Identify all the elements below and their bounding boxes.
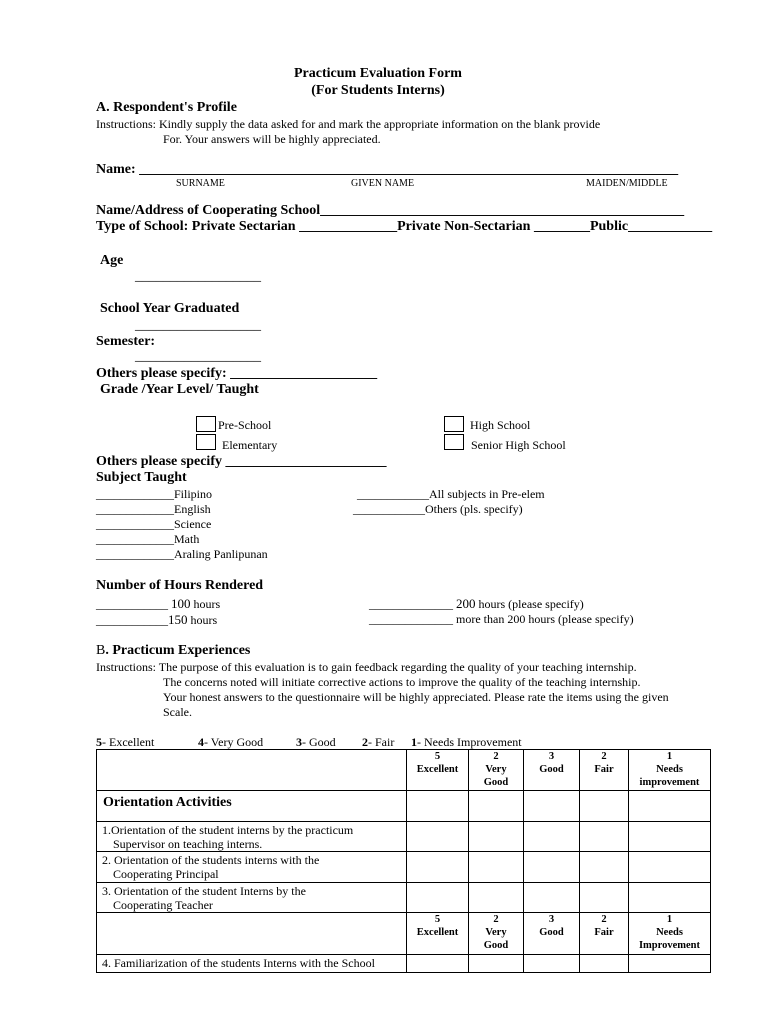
subject-all-pre-elem[interactable]: ____________All subjects in Pre-elem: [357, 487, 545, 501]
header-blank-cell: [97, 913, 407, 955]
scale-3: [296, 735, 336, 750]
section-a-instructions-1: Instructions: Kindly supply the data asked for and mark the appropriate information on the blank provide: [96, 117, 601, 131]
rating-cell[interactable]: [524, 883, 580, 913]
form-subtitle: (For Students Interns): [311, 83, 445, 98]
senior-high-checkbox[interactable]: [444, 434, 464, 450]
name-sublabel-maiden: MAIDEN/MIDDLE: [586, 178, 668, 189]
rating-cell[interactable]: [629, 852, 711, 883]
hours-more-option[interactable]: [369, 612, 634, 627]
section-b-instructions-3: Your honest answers to the questionnaire will be highly appreciated. Please rate the items using the given: [163, 690, 669, 704]
table-row: [97, 822, 711, 852]
preschool-label: Pre-School: [218, 418, 272, 432]
scale-1-num: 1: [411, 735, 417, 749]
header-very-good: 2 Very Good: [469, 750, 524, 791]
table-header-row: [97, 750, 711, 791]
section-a-instructions-2: For. Your answers will be highly appreciated.: [163, 132, 381, 146]
scale-2: [362, 735, 394, 750]
elementary-label: Elementary: [222, 438, 278, 452]
rating-cell[interactable]: [469, 822, 524, 852]
scale-2-num: 2: [362, 735, 368, 749]
subject-araling-panlipunan[interactable]: _____________Araling Panlipunan: [96, 547, 268, 561]
section-b-instructions-1: Instructions: The purpose of this evaluation is to gain feedback regarding the quality of your teaching internship.: [96, 660, 637, 674]
section-a-heading: A. Respondent's Profile: [96, 100, 237, 115]
header-needs-improvement: 1 Needs Improvement: [629, 913, 711, 955]
hours-100-option[interactable]: [96, 596, 220, 612]
scale-4: [198, 735, 263, 750]
scale-2-text: - Fair: [368, 735, 395, 749]
rating-cell[interactable]: [629, 791, 711, 822]
rating-cell[interactable]: [580, 883, 629, 913]
hours-150-number: 150: [168, 612, 188, 627]
rating-cell[interactable]: [469, 852, 524, 883]
header-good: 3 Good: [524, 913, 580, 955]
rating-cell[interactable]: [469, 883, 524, 913]
header-needs-improvement: 1 Needs improvement: [629, 750, 711, 791]
header-very-good: 2 Very Good: [469, 913, 524, 955]
rating-cell[interactable]: [629, 822, 711, 852]
header-excellent: 5 Excellent: [407, 750, 469, 791]
hours-more-text: more than 200 hours (please specify): [456, 612, 634, 626]
header-fair: 2 Fair: [580, 913, 629, 955]
hours-150-unit: hours: [187, 613, 218, 627]
name-field[interactable]: Name: _____________________________________________________________________________: [96, 162, 679, 177]
rating-cell[interactable]: [580, 955, 629, 973]
scale-4-text: - Very Good: [204, 735, 264, 749]
table-row: [97, 852, 711, 883]
high-school-checkbox[interactable]: [444, 416, 464, 432]
scale-4-num: 4: [198, 735, 204, 749]
subject-english[interactable]: _____________English: [96, 502, 211, 516]
rating-cell[interactable]: [407, 955, 469, 973]
subject-math[interactable]: _____________Math: [96, 532, 200, 546]
subject-filipino[interactable]: _____________Filipino: [96, 487, 213, 501]
scale-3-num: 3: [296, 735, 302, 749]
semester-label: Semester:: [96, 334, 156, 349]
rating-cell[interactable]: [524, 822, 580, 852]
header-blank-cell: [97, 750, 407, 791]
section-b-instructions-2: The concerns noted will initiate corrective actions to improve the quality of the teaching internship.: [163, 675, 641, 689]
item-1-text: 1.Orientation of the student interns by the practicum Supervisor on teaching interns.: [97, 822, 407, 852]
subject-science[interactable]: _____________Science: [96, 517, 212, 531]
section-b-title: . Practicum Experiences: [105, 643, 251, 658]
form-title: Practicum Evaluation Form: [294, 66, 462, 81]
rating-cell[interactable]: [524, 791, 580, 822]
table-row: [97, 883, 711, 913]
rating-cell[interactable]: [407, 883, 469, 913]
section-b-instructions-4: Scale.: [163, 705, 192, 719]
table-header-row-2: [97, 913, 711, 955]
age-line[interactable]: __________________: [135, 269, 261, 284]
hours-200-option[interactable]: [369, 596, 584, 612]
hours-100-number: 100: [171, 596, 191, 611]
hours-200-unit: hours (please specify): [475, 597, 584, 611]
scale-5-text: - Excellent: [102, 735, 155, 749]
semester-line[interactable]: __________________: [135, 349, 261, 364]
hours-200-blank: ______________: [369, 597, 456, 611]
orientation-activities-title: Orientation Activities: [97, 791, 407, 822]
section-row-orientation: [97, 791, 711, 822]
elementary-checkbox[interactable]: [196, 434, 216, 450]
hours-200-number: 200: [456, 596, 476, 611]
header-excellent: 5 Excellent: [407, 913, 469, 955]
others-specify-2[interactable]: Others please specify _______________________: [96, 454, 387, 469]
high-school-label: High School: [470, 418, 531, 432]
rating-cell[interactable]: [524, 955, 580, 973]
rating-cell[interactable]: [407, 791, 469, 822]
rating-cell[interactable]: [524, 852, 580, 883]
name-sublabel-given: GIVEN NAME: [351, 178, 415, 189]
subject-taught-label: Subject Taught: [96, 470, 187, 485]
header-fair: 2 Fair: [580, 750, 629, 791]
scale-1-text: - Needs Improvement: [417, 735, 522, 749]
header-good: 3 Good: [524, 750, 580, 791]
age-label: Age: [100, 253, 124, 268]
grade-level-label: Grade /Year Level/ Taught: [100, 382, 259, 397]
hours-150-option[interactable]: [96, 612, 217, 628]
scale-5-num: 5: [96, 735, 102, 749]
rating-table: [96, 749, 711, 973]
item-2-text: 2. Orientation of the students interns with the Cooperating Principal: [97, 852, 407, 883]
table-row: [97, 955, 711, 973]
hours-100-unit: hours: [190, 597, 221, 611]
scale-5: [96, 735, 154, 750]
school-year-line[interactable]: __________________: [135, 318, 261, 333]
subject-others[interactable]: ____________Others (pls. specify): [353, 502, 523, 516]
rating-cell[interactable]: [469, 955, 524, 973]
rating-cell[interactable]: [407, 852, 469, 883]
rating-cell[interactable]: [469, 791, 524, 822]
name-sublabel-surname: SURNAME: [176, 178, 225, 189]
rating-cell[interactable]: [580, 852, 629, 883]
hours-rendered-label: Number of Hours Rendered: [96, 578, 264, 593]
senior-high-label: Senior High School: [471, 438, 566, 452]
section-b-letter: B: [96, 643, 106, 658]
rating-cell[interactable]: [580, 791, 629, 822]
rating-cell[interactable]: [407, 822, 469, 852]
others-specify-1[interactable]: Others please specify: _____________________: [96, 366, 378, 381]
item-3-text: 3. Orientation of the student Interns by the Cooperating Teacher: [97, 883, 407, 913]
item-4-text: 4. Familiarization of the students Interns with the School: [97, 955, 407, 973]
rating-cell[interactable]: [580, 822, 629, 852]
preschool-checkbox[interactable]: [196, 416, 216, 432]
rating-cell[interactable]: [629, 883, 711, 913]
hours-more-blank: ______________: [369, 612, 456, 626]
scale-1: [411, 735, 522, 750]
hours-100-blank: ____________: [96, 597, 171, 611]
section-b-heading: [96, 643, 250, 659]
rating-cell[interactable]: [629, 955, 711, 973]
school-address-field[interactable]: Name/Address of Cooperating School____________________________________________________: [96, 203, 685, 218]
hours-150-blank: ____________: [96, 613, 168, 627]
scale-3-text: - Good: [302, 735, 336, 749]
school-year-label: School Year Graduated: [100, 301, 240, 316]
school-type-field[interactable]: Type of School: Private Sectarian ______________Private Non-Sectarian ________Public____________: [96, 219, 713, 234]
